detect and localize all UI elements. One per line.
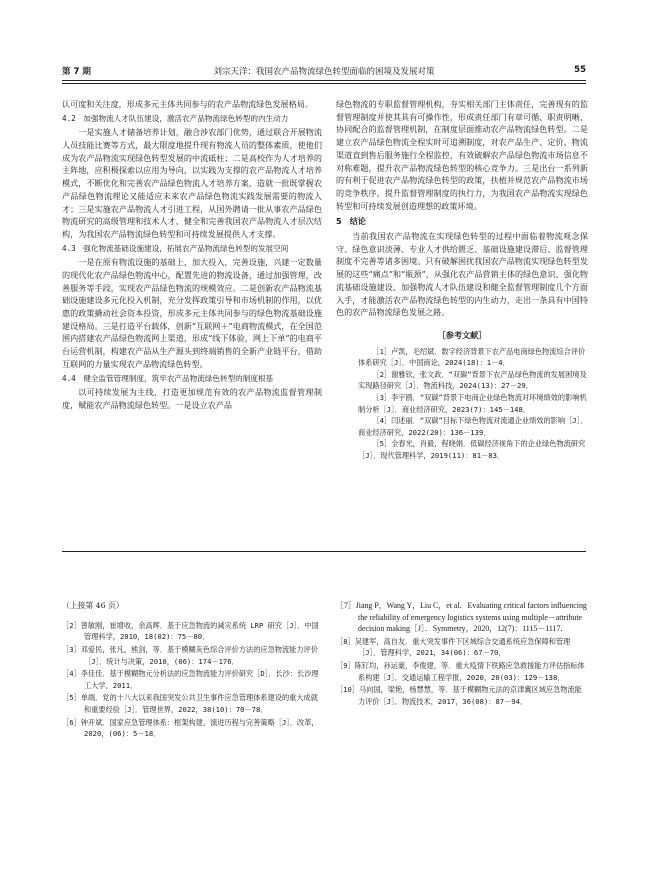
reference-item: ［1］卢凯，毛绍斌．数字经济背景下农产品电商绿色物流综合评价体系研究［J］．中国商论，2024(18)：1－4． [358,346,586,368]
paragraph-4-3: 一是在原有物流设施的基础上，加大投入，完善设施，兴建一定数量的现代化农产品绿色物流中心，配置先进的物流设备，通过加强管理，改善服务等手段，实现农产品绿色物流的规模效应。二是创新农产品物流基础设施建设多元化投入机制，充分发挥政策引导和市场机制的作用，以优惠的政策撬动社会资本投资，形成多元主体共同参与的绿色物流基础设施建设格局。三是打造平台载体，创新“互联网＋”电商物流模式，在全国范围内搭建农产品绿色物流网上渠道，形成“线下体验，网上下单”的电商平台运营机制，构建农产品从生产源头到终端销售的全新产业链平台，借助互联网的力量实现农产品物流绿色转型。 [62,257,322,369]
header-rule [62,80,586,81]
subheading-4-4: 4.4 健全监管管理制度，筑牢农产品物流绿色转型的制度根基 [62,373,274,383]
conclusion-paragraph: 当前我国农产品物流在实现绿色转型的过程中面临着物流观念保守、绿色意识淡薄、专业人才供给匮乏、基础设施建设滞后、监督管理制度不完善等诸多困境。只有破解困扰我国农产品物流实现绿色转型发展的这些“痛点”和“瓶颈”，从强化农产品营销主体的绿色意识、强化物流基础设施建设、加强物流人才队伍建设和健全监督管理制度几个方面入手，才能激活农产品物流绿色转型的内生动力，走出一条具有中国特色的农产品物流绿色发展之路。 [336,231,588,318]
continued-paragraph: 绿色物流的专职监督管理机构，夯实相关部门主体责任，完善现有的监督管理制度并使其具有可操作性，形成责任部门有章可循、职责明晰、协同配合的监督管理机制，在制度层面推动农产品物流绿色转型。二是建立农产品绿色物流全程实时可追溯制度，对农产品生产、定价、物流渠道直到售后服务施行全程监控，有效破解农产品绿色物流市场信息不对称难题，提升农产品物流绿色转型的核心竞争力。三是出台一系列新的有利于促进农产品物流绿色转型的政策，扶植并规范农产品物流市场的竞争秩序，提升监督管理制度的执行力，为我国农产品物流实现绿色转型和可持续发展创造理想的政策环境。 [336,99,588,211]
continued-from-note: （上接第 46 页） [62,601,124,610]
page-number: 55 [574,65,586,75]
right-column [336,98,588,462]
bottom-right-references [336,600,588,708]
section-separator [62,551,586,552]
reference-item: ［3］李宇鸥．“双碳”背景下电商企业绿色物流对环境绩效的影响机制分析［J］．商业经济研究，2023(7)：145－148． [358,393,587,414]
header-rule-thin [62,83,586,84]
paragraph-4-4: 以可持续发展为主线，打造更加规范有效的农产品物流监督管理制度，赋能农产品物流绿色转型。一是设立农产品 [62,387,322,410]
reference-item: ［9］陈钉均，孙运豪，李俊建，等．重大疫情下铁路应急救援能力评估指标体系构建［J］．交通运输工程学报，2020，20(03)：129－138． [336,660,585,682]
subheading-4-2: 4.2 加强物流人才队伍建设，激活农产品物流绿色转型的内生动力 [62,113,289,123]
reference-item: ［6］钟开斌．国家应急管理体系：框架构建、演进历程与完善策略［J］．改革，2020，(06)：5－18． [62,717,319,739]
reference-item: ［3］邓爱民，张凡，熊剑，等．基于模糊灰色综合评价方法的应急物流能力评价［J］．统计与决策，2010，(06)：174－176． [62,644,318,666]
left-column [62,98,322,412]
bottom-left-references [62,600,320,741]
reference-item: ［4］李佳佳．基于模糊物元分析法的应急物流能力评价研究［D］．长沙：长沙理工大学，2011． [62,669,319,690]
issue-number: 第 7 期 [62,67,91,77]
reference-item: ［2］谢雅钦，张文政．“双碳”背景下农产品绿色物流的发展困境及实现路径研究［J］．物流科技，2024(13)：27－29． [358,369,587,391]
reference-item: ［7］Jiang P，Wang Y，Liu C，et al．Evaluating critical factors influencing the reliability of emergency logistics systems using multiple－attribute decision making［J］．Symmetry，2020，12(7)：1115－1117． [336,601,587,634]
reference-item: ［5］全春光，肖毅，程晓娟．低碳经济视角下的企业绿色物流研究［J］．现代管理科学，2019(11)：81－83． [358,439,586,460]
reference-item: ［8］吴建军，高自友．重大突发事件下区域综合交通系统应急保障和管理［J］．管理科学，2021，34(06)：67－70． [336,636,571,658]
references-title: ［参考文献］ [437,329,487,340]
reference-item: ［2］曾敏刚，崔增收，余高辉．基于应急物流的减灾系统 LRP 研究［J］．中国管理科学，2010，18(02)：75－80． [62,620,319,642]
section-5-heading: 5 结论 [336,216,366,227]
paragraph-4-2: 一是实施人才储备培养计划，融合涉农部门优势，通过联合开展物流人员技能比赛等方式，最大限度地提升现有物流人员的整体素质，使他们成为农产品物流实现绿色转型发展的中流砥柱；二是高校作为人才培养的主阵地，应积极探索以应用为导向，以实践为支撑的农产品物流人才培养模式，不断优化和完善农产品绿色物流人才培养方案，造就一批既掌握农产品绿色物流理论又能适应未来农产品绿色物流实践发展需要的物流人才；三是实施农产品物流人才引进工程，从国外聘请一批从事农产品绿色物流研究的高级管理和技术人才，健全和完善我国农产品物流人才层次结构，为我国农产品物流绿色转型和可持续发展提供人才支撑。 [62,127,322,239]
reference-item: ［4］闫述丽．“双碳”目标下绿色物流对流通企业绩效的影响［J］．商业经济研究，2022(20)：136－139． [358,416,588,437]
intro-paragraph: 认可度和关注度，形成多元主体共同参与的农产品物流绿色发展格局。 [62,99,313,109]
reference-item: ［10］马向国，梁艳，杨慧慧，等．基于模糊物元法的京津冀区域应急物流能力评价［J］．物流技术，2017，36(08)：87－94． [336,685,582,706]
subheading-4-3: 4.3 强化物流基础设施建设，拓展农产品物流绿色转型的发展空间 [62,243,289,253]
running-title: 刘宗天洋：我国农产品物流绿色转型面临的困境及发展对策 [213,67,435,77]
reference-item: ［5］单端．党的十八大以来我国突发公共卫生事件应急管理体系建设的重大成就和重要经验［J］．管理世界，2022，38(10)：70－78． [62,693,318,714]
